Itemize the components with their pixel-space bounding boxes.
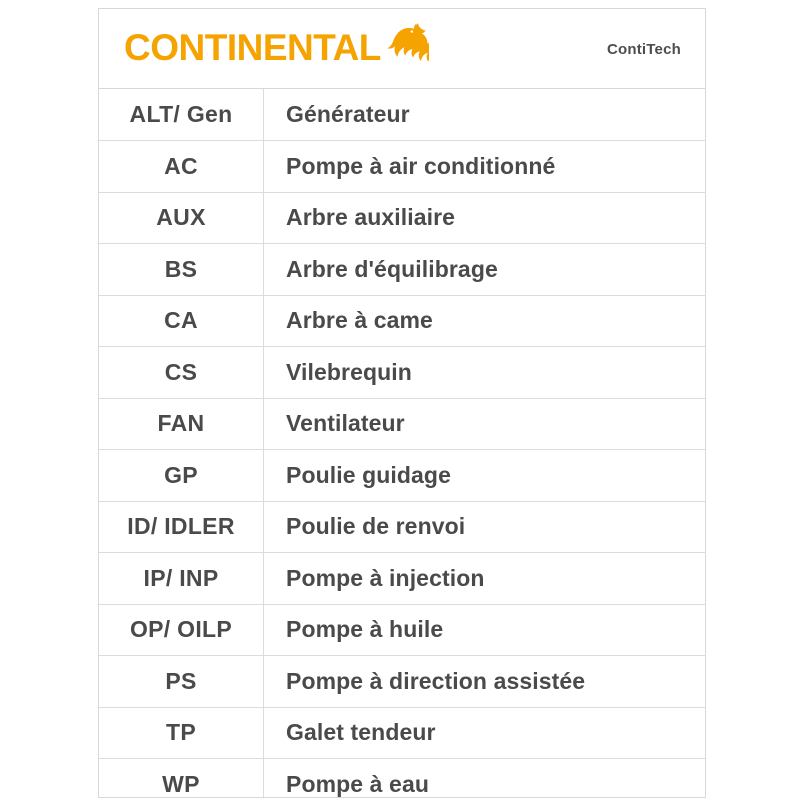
abbr-description: Poulie de renvoi: [264, 501, 706, 553]
table-row: [99, 295, 705, 347]
abbr-code: AC: [99, 141, 264, 193]
abbr-code: PS: [99, 656, 264, 708]
abbr-description: Générateur: [264, 89, 706, 141]
brand-wordmark: CONTINENTAL: [124, 27, 381, 68]
abbr-description: Galet tendeur: [264, 707, 706, 759]
abbr-description: Arbre à came: [264, 295, 706, 347]
abbr-description: Ventilateur: [264, 398, 706, 450]
abbr-description: Arbre d'équilibrage: [264, 244, 706, 296]
abbr-code: ID/ IDLER: [99, 501, 264, 553]
abbr-code: CS: [99, 347, 264, 399]
abbr-code: AUX: [99, 192, 264, 244]
abbr-code: BS: [99, 244, 264, 296]
table-row: [99, 759, 705, 799]
table-row: [99, 656, 705, 708]
continental-logo: [124, 26, 429, 69]
abbr-code: FAN: [99, 398, 264, 450]
horse-logo-icon: [385, 22, 429, 69]
table-row: [99, 89, 705, 141]
brand-header: [99, 9, 705, 89]
abbr-code: OP/ OILP: [99, 604, 264, 656]
table-row: [99, 141, 705, 193]
sub-brand-label: ContiTech: [606, 41, 681, 58]
table-row: [99, 450, 705, 502]
abbr-code: TP: [99, 707, 264, 759]
abbr-code: IP/ INP: [99, 553, 264, 605]
abbr-code: CA: [99, 295, 264, 347]
table-row: [99, 347, 705, 399]
abbr-code: ALT/ Gen: [99, 89, 264, 141]
table-row: [99, 192, 705, 244]
table-row: [99, 553, 705, 605]
abbr-description: Poulie guidage: [264, 450, 706, 502]
abbr-description: Pompe à air conditionné: [264, 141, 706, 193]
abbr-description: Pompe à direction assistée: [264, 656, 706, 708]
table-row: [99, 707, 705, 759]
abbr-code: GP: [99, 450, 264, 502]
abbreviation-table: [99, 89, 705, 798]
abbr-description: Pompe à huile: [264, 604, 706, 656]
table-row: [99, 604, 705, 656]
abbr-description: Vilebrequin: [264, 347, 706, 399]
abbr-code: WP: [99, 759, 264, 799]
table-row: [99, 398, 705, 450]
abbr-description: Pompe à eau: [286, 771, 429, 797]
abbr-description: Pompe à injection: [264, 553, 706, 605]
table-row: [99, 501, 705, 553]
table-body: [99, 89, 705, 798]
abbr-description: Arbre auxiliaire: [264, 192, 706, 244]
table-row: [99, 244, 705, 296]
abbreviation-sheet: [98, 8, 706, 798]
